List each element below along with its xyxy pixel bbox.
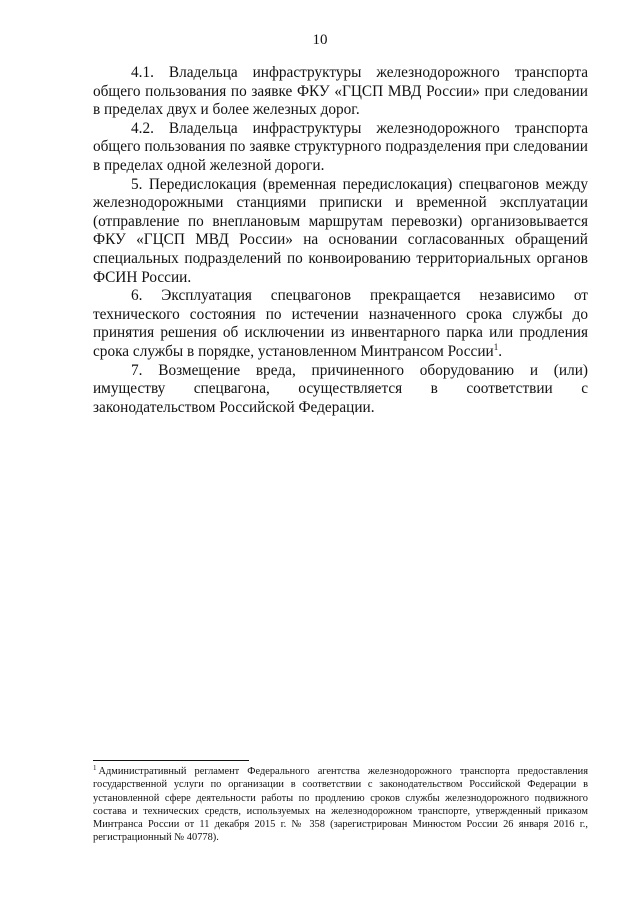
paragraph-6-text: 6. Эксплуатация спецвагонов прекращается независимо от технического состояния по истечении назначенного срока службы до принятия решения об исключении из инвентарного парка или продления срока службы в порядке, установленном Минтрансом России [93,287,588,360]
page-number: 10 [312,32,328,48]
paragraph-4-1 [93,64,588,120]
paragraph-7-text: 7. Возмещение вреда, причиненного оборудованию и (или) имуществу спецвагона, осуществляется в соответствии с законодательством Российской Федерации. [93,361,588,416]
paragraph-6 [93,287,588,361]
body-text [93,64,588,417]
paragraph-4-2-text: 4.2. Владельца инфраструктуры железнодорожного транспорта общего пользования по заявке структурного подразделения при следовании в пределах одной железной дороги. [93,119,588,174]
paragraph-5 [93,176,588,288]
paragraph-4-1-text: 4.1. Владельца инфраструктуры железнодорожного транспорта общего пользования по заявке ФКУ «ГЦСП МВД России» при следовании в пределах двух и более железных дорог. [93,64,588,119]
footnote-text: Административный регламент Федерального агентства железнодорожного транспорта предоставления государственной услуги по организации в соответствии с законодательством Российской Федерации в установленной сфере деятельности работы по продлению сроков службы железнодорожного подвижного состава и технических средств, используемых на железнодорожном транспорте, утвержденный приказом Минтранса России от 11 декабря 2015 г. № 358 (зарегистрирован Минюстом России 26 января 2016 г., регистрационный № 40778). [93,766,588,844]
paragraph-4-2 [93,120,588,176]
paragraph-7 [93,362,588,418]
paragraph-6-tail: . [498,342,503,360]
paragraph-5-text: 5. Передислокация (временная передислокация) спецвагонов между железнодорожными станциями приписки и временной эксплуатации (отправление по внеплановым маршрутам перевозки) организовывается ФКУ «ГЦСП МВД России» на основании согласованных обращений специальных подразделений по конвоированию территориальных органов ФСИН России. [93,175,588,286]
footnote-separator [93,760,249,761]
footnote [93,765,588,845]
footnote-marker: 1 [93,763,97,772]
footnote-reference: 1 [493,341,499,352]
